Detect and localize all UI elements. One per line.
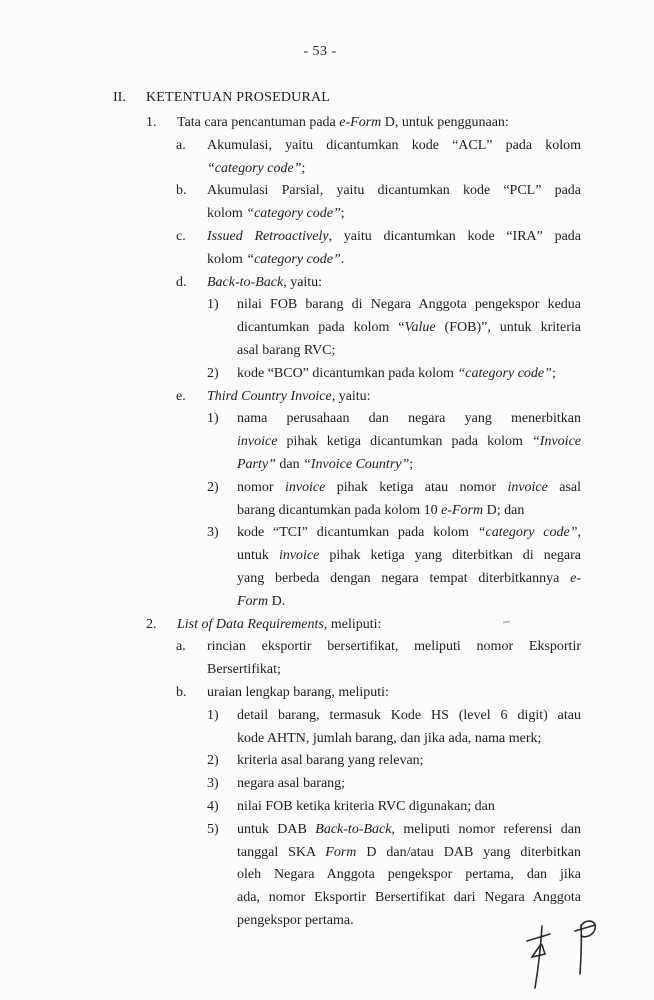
initial-mark-right bbox=[575, 921, 595, 974]
list-item bbox=[0, 272, 654, 295]
list-item bbox=[0, 477, 654, 523]
item-marker: 3) bbox=[207, 525, 219, 541]
item-marker: 4) bbox=[207, 798, 219, 814]
list-item bbox=[0, 112, 654, 135]
text-line: kriteria asal barang yang relevan; bbox=[237, 753, 424, 769]
item-marker: e. bbox=[176, 388, 186, 404]
list-item bbox=[0, 386, 654, 409]
text-line: Akumulasi, yaitu dicantumkan kode “ACL” pada kolom bbox=[207, 137, 581, 153]
text-line: kode “TCI” dicantumkan pada kolom “category code”, bbox=[237, 525, 581, 541]
text-line: negara asal barang; bbox=[237, 776, 346, 792]
list-item bbox=[0, 522, 654, 613]
text-line: List of Data Requirements, meliputi: bbox=[177, 616, 382, 632]
text-line: kolom “category code”; bbox=[207, 206, 345, 222]
list-item bbox=[0, 294, 654, 362]
text-line: kolom “category code”. bbox=[207, 251, 345, 267]
text-line: invoice pihak ketiga dicantumkan pada kolom “Invoice bbox=[237, 434, 581, 450]
text-line: tanggal SKA Form D dan/atau DAB yang diterbitkan bbox=[237, 844, 581, 860]
text-line: Party” dan “Invoice Country”; bbox=[237, 456, 414, 472]
list-item bbox=[0, 226, 654, 272]
item-marker: 2) bbox=[207, 365, 219, 381]
item-marker: 1. bbox=[146, 115, 157, 130]
text-line: nomor invoice pihak ketiga atau nomor invoice asal bbox=[237, 479, 582, 495]
text-line: ada, nomor Eksportir Bersertifikat dari Negara Anggota bbox=[237, 890, 581, 906]
document-body bbox=[0, 112, 654, 933]
text-line: asal barang RVC; bbox=[237, 342, 336, 358]
list-item bbox=[0, 408, 654, 476]
text-line: pengekspor pertama. bbox=[237, 912, 354, 928]
list-item bbox=[0, 180, 654, 226]
list-item bbox=[0, 682, 654, 705]
text-line: Akumulasi Parsial, yaitu dicantumkan kode “PCL” pada bbox=[207, 183, 581, 199]
text-line: nama perusahaan dan negara yang menerbitkan bbox=[237, 411, 581, 427]
item-marker: d. bbox=[176, 274, 187, 290]
list-item bbox=[0, 705, 654, 751]
text-line: Issued Retroactively, yaitu dicantumkan kode “IRA” pada bbox=[207, 228, 581, 244]
text-line: kode AHTN, jumlah barang, dan jika ada, nama merk; bbox=[237, 730, 542, 746]
text-line: untuk DAB Back-to-Back, meliputi nomor referensi dan bbox=[237, 821, 581, 837]
item-marker: c. bbox=[176, 228, 186, 244]
item-marker: 2) bbox=[207, 753, 219, 769]
text-line: detail barang, termasuk Kode HS (level 6 digit) atau bbox=[237, 707, 581, 723]
item-marker: 1) bbox=[207, 707, 219, 723]
list-item bbox=[0, 636, 654, 682]
text-line: uraian lengkap barang, meliputi: bbox=[207, 684, 389, 700]
page-number: - 53 - bbox=[303, 44, 337, 59]
text-line: dicantumkan pada kolom “Value (FOB)”, untuk kriteria bbox=[237, 320, 581, 336]
text-line: Tata cara pencantuman pada e-Form D, untuk penggunaan: bbox=[177, 115, 509, 130]
item-marker: 1) bbox=[207, 411, 219, 427]
list-item bbox=[0, 796, 654, 819]
item-marker: 5) bbox=[207, 821, 219, 837]
item-marker: 1) bbox=[207, 297, 219, 313]
text-line: Back-to-Back, yaitu: bbox=[207, 274, 323, 290]
item-marker: b. bbox=[176, 183, 187, 199]
item-marker: 2) bbox=[207, 479, 219, 495]
text-line: Third Country Invoice, yaitu: bbox=[207, 388, 371, 404]
item-marker: 2. bbox=[146, 616, 157, 632]
text-line: oleh Negara Anggota pengekspor pertama, dan jika bbox=[237, 867, 581, 883]
list-item bbox=[0, 363, 654, 386]
text-line: Bersertifikat; bbox=[207, 662, 281, 678]
text-line: barang dicantumkan pada kolom 10 e-Form D; dan bbox=[237, 502, 525, 518]
list-item bbox=[0, 773, 654, 796]
list-item bbox=[0, 614, 654, 637]
text-line: Form D. bbox=[237, 593, 286, 609]
text-line: yang berbeda dengan negara tempat diterbitkannya e- bbox=[237, 570, 581, 586]
text-line: kode “BCO” dicantumkan pada kolom “category code”; bbox=[237, 365, 556, 381]
text-line: rincian eksportir bersertifikat, meliputi nomor Eksportir bbox=[207, 639, 581, 655]
list-item bbox=[0, 750, 654, 773]
section-title: KETENTUAN PROSEDURAL bbox=[146, 90, 331, 105]
item-marker: b. bbox=[176, 684, 187, 700]
text-line: untuk invoice pihak ketiga yang diterbitkan di negara bbox=[237, 548, 581, 564]
text-line: “category code”; bbox=[207, 160, 306, 176]
section-numeral: II. bbox=[113, 90, 126, 105]
text-line: nilai FOB ketika kriteria RVC digunakan; dan bbox=[237, 798, 495, 814]
item-marker: a. bbox=[176, 137, 186, 153]
item-marker: a. bbox=[176, 639, 186, 655]
list-item bbox=[0, 135, 654, 181]
text-line: nilai FOB barang di Negara Anggota pengekspor kedua bbox=[237, 297, 581, 313]
handwritten-initials bbox=[515, 912, 605, 997]
initial-mark-left bbox=[527, 926, 550, 988]
item-marker: 3) bbox=[207, 776, 219, 792]
